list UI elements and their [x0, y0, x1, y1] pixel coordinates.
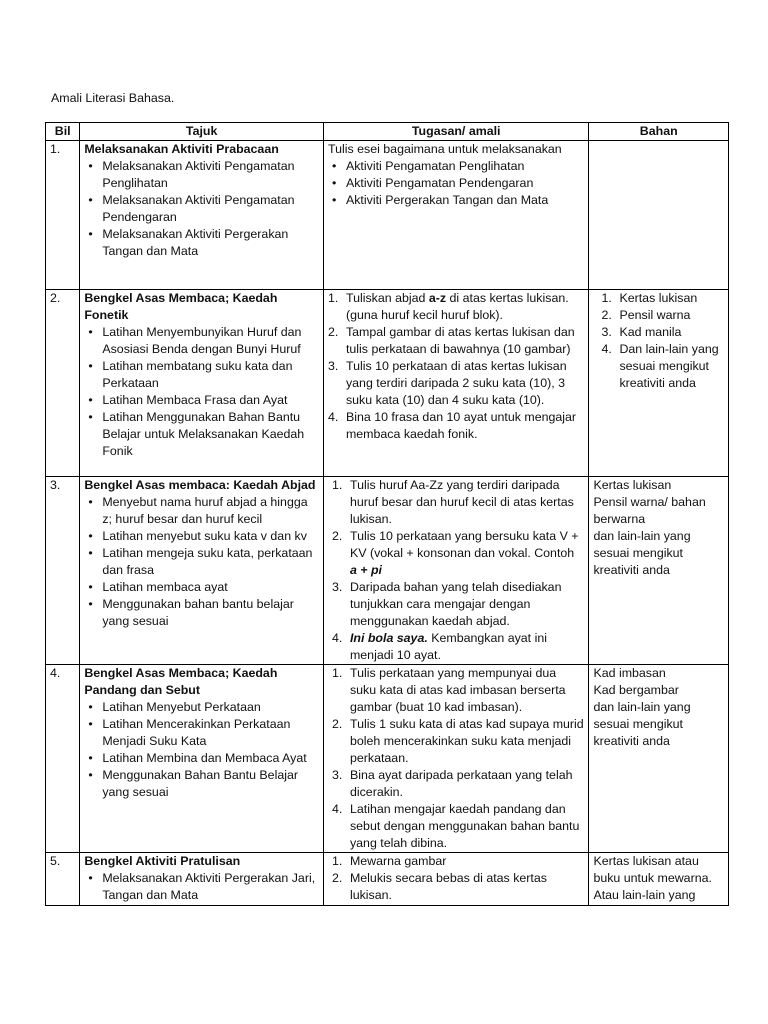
list-item: • Aktiviti Pengamatan Pendengaran — [346, 175, 584, 192]
header-bil: Bil — [46, 123, 80, 141]
list-item: • Latihan menyebut suku kata v dan kv — [102, 528, 319, 545]
task-list — [328, 290, 584, 443]
task-cell — [323, 665, 588, 853]
list-item: 3. Bina ayat daripada perkataan yang telah dicerakin. — [331, 768, 573, 799]
topic-bullets — [84, 494, 319, 630]
material-line: Pensil warna/ bahan berwarna — [593, 495, 706, 526]
list-item: 2. Tulis 1 suku kata di atas kad supaya murid boleh mencerakinkan suku kata menjadi perkataan. — [331, 717, 584, 765]
row-number: 1. — [46, 141, 80, 290]
list-item: 2. Tulis 10 perkataan yang bersuku kata V + KV (vokal + konsonan dan vokal. Contoh a + pi — [331, 529, 579, 577]
list-item: • Latihan Membaca Frasa dan Ayat — [102, 392, 319, 409]
material-line: dan lain-lain yang sesuai mengikut kreativiti anda — [593, 700, 691, 748]
topic-cell — [80, 141, 324, 290]
list-item: • Melaksanakan Aktiviti Pergerakan Jari, Tangan dan Mata — [102, 870, 319, 904]
list-item: • Menyebut nama huruf abjad a hingga z; huruf besar dan huruf kecil — [102, 494, 319, 528]
topic-title: Bengkel Asas membaca: Kaedah Abjad — [84, 478, 316, 492]
activity-table — [45, 122, 729, 906]
topic-bullets — [84, 158, 319, 260]
materials-cell — [589, 141, 729, 290]
list-item: 4. Latihan mengajar kaedah pandang dan sebut dengan menggunakan bahan bantu yang telah dibina. — [331, 802, 580, 850]
list-item: 1. Tuliskan abjad a-z di atas kertas lukisan. (guna huruf kecil huruf blok). — [327, 291, 569, 322]
materials-cell — [589, 665, 729, 853]
material-line: dan lain-lain yang sesuai mengikut kreativiti anda — [593, 529, 691, 577]
topic-cell — [80, 477, 324, 665]
list-item: • Latihan Menggunakan Bahan Bantu Belajar untuk Melaksanakan Kaedah Fonik — [102, 409, 319, 460]
list-item: 2. Pensil warna — [601, 308, 691, 322]
list-item: 1. Tulis perkataan yang mempunyai dua suku kata di atas kad imbasan berserta gambar (buat 10 kad imbasan). — [331, 666, 566, 714]
list-item: 3. Kad manila — [601, 325, 682, 339]
topic-title: Melaksanakan Aktiviti Prabacaan — [84, 142, 279, 156]
task-list — [328, 477, 584, 664]
table-row — [46, 477, 729, 665]
list-item: 2. Melukis secara bebas di atas kertas lukisan. — [331, 871, 547, 902]
topic-title: Bengkel Asas Membaca; Kaedah Fonetik — [84, 291, 278, 322]
list-item: • Menggunakan Bahan Bantu Belajar yang sesuai — [102, 767, 319, 801]
task-cell — [323, 853, 588, 906]
list-item: 1. Mewarna gambar — [331, 854, 447, 868]
list-item: 4. Ini bola saya. Kembangkan ayat ini menjadi 10 ayat. — [331, 631, 547, 662]
list-item: • Latihan Mencerakinkan Perkataan Menjadi Suku Kata — [102, 716, 319, 750]
topic-bullets — [84, 324, 319, 460]
task-intro: Tulis esei bagaimana untuk melaksanakan — [327, 142, 562, 156]
task-list — [328, 853, 584, 904]
list-item: • Latihan membaca ayat — [102, 579, 319, 596]
materials-cell — [589, 853, 729, 906]
list-item: 3. Tulis 10 perkataan di atas kertas lukisan yang terdiri daripada 2 suku kata (10), 3 suku kata (10) dan 4 suku kata (10). — [327, 359, 567, 407]
table-row — [46, 290, 729, 477]
task-cell — [323, 477, 588, 665]
topic-cell — [80, 853, 324, 906]
list-item: 3. Daripada bahan yang telah disediakan tunjukkan cara mengajar dengan menggunakan kaedah abjad. — [331, 580, 562, 628]
list-item: • Aktiviti Pergerakan Tangan dan Mata — [346, 192, 584, 209]
materials-cell — [589, 290, 729, 477]
table-row — [46, 665, 729, 853]
materials-list — [593, 290, 724, 392]
header-bahan: Bahan — [589, 123, 729, 141]
list-item: • Latihan Menyebut Perkataan — [102, 699, 319, 716]
table-row — [46, 141, 729, 290]
row-number: 2. — [46, 290, 80, 477]
list-item: • Melaksanakan Aktiviti Pengamatan Penglihatan — [102, 158, 319, 192]
row-number: 4. — [46, 665, 80, 853]
document-title: Amali Literasi Bahasa. — [51, 91, 175, 105]
list-item: • Latihan membatang suku kata dan Perkataan — [102, 358, 319, 392]
row-number: 3. — [46, 477, 80, 665]
list-item: • Aktiviti Pengamatan Penglihatan — [346, 158, 584, 175]
list-item: • Melaksanakan Aktiviti Pengamatan Pendengaran — [102, 192, 319, 226]
topic-title: Bengkel Asas Membaca; Kaedah Pandang dan Sebut — [84, 666, 278, 697]
list-item: 4. Dan lain-lain yang sesuai mengikut kreativiti anda — [601, 342, 719, 390]
task-list — [328, 665, 584, 852]
header-tajuk: Tajuk — [80, 123, 324, 141]
task-cell — [323, 290, 588, 477]
task-bullets — [328, 158, 584, 209]
list-item: • Latihan Menyembunyikan Huruf dan Asosiasi Benda dengan Bunyi Huruf — [102, 324, 319, 358]
list-item: • Menggunakan bahan bantu belajar yang sesuai — [102, 596, 319, 630]
materials-cell — [589, 477, 729, 665]
list-item: • Latihan mengeja suku kata, perkataan dan frasa — [102, 545, 319, 579]
task-cell — [323, 141, 588, 290]
material-line: Kertas lukisan — [593, 478, 672, 492]
topic-cell — [80, 290, 324, 477]
table-header-row — [46, 123, 729, 141]
row-number: 5. — [46, 853, 80, 906]
topic-cell — [80, 665, 324, 853]
list-item: 1. Tulis huruf Aa-Zz yang terdiri daripada huruf besar dan huruf kecil di atas kertas lukisan. — [331, 478, 574, 526]
list-item: • Melaksanakan Aktiviti Pergerakan Tangan dan Mata — [102, 226, 319, 260]
header-tugasan: Tugasan/ amali — [323, 123, 588, 141]
material-text: Kertas lukisan atau buku untuk mewarna. Atau lain-lain yang — [593, 854, 712, 902]
topic-title: Bengkel Aktiviti Pratulisan — [84, 854, 241, 868]
table-row — [46, 853, 729, 906]
list-item: • Latihan Membina dan Membaca Ayat — [102, 750, 319, 767]
list-item: 4. Bina 10 frasa dan 10 ayat untuk mengajar membaca kaedah fonik. — [327, 410, 577, 441]
list-item: 2. Tampal gambar di atas kertas lukisan dan tulis perkataan di bawahnya (10 gambar) — [327, 325, 575, 356]
list-item: 1. Kertas lukisan — [601, 291, 698, 305]
topic-bullets — [84, 870, 319, 904]
topic-bullets — [84, 699, 319, 801]
material-line: Kad imbasan — [593, 666, 666, 680]
material-line: Kad bergambar — [593, 683, 679, 697]
